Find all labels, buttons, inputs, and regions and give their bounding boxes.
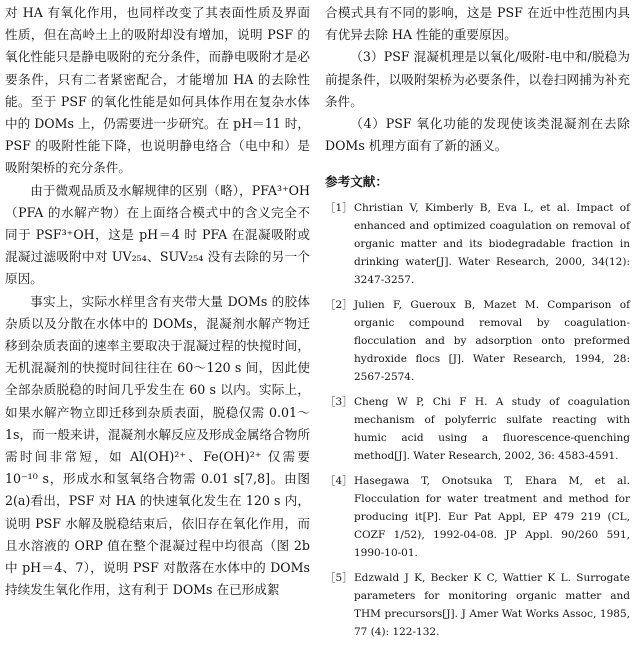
reference-text: Cheng W P, Chi F H. A study of coagulation mechanism of polyferric sulfate reacting with humic acid using a fluorescence-quenching method[J]. Water Research, 2002, 36: 4583-4591. — [354, 396, 630, 463]
reference-number: ［3］ — [325, 396, 353, 409]
reference-item — [325, 569, 630, 641]
reference-number: ［1］ — [325, 202, 353, 215]
reference-item — [325, 296, 630, 386]
reference-text: Edzwald J K, Becker K C, Wattier K L. Surrogate parameters for monitoring organic matter and THM precursors[J]. J Amer Wat Works Assoc, 1985, 77 (4): 122-132. — [354, 572, 630, 639]
reference-item — [325, 472, 630, 562]
left-column — [5, 2, 310, 601]
reference-text: Christian V, Kimberly B, Eva L, et al. Impact of enhanced and optimized coagulation on removal of organic matter and its biodegradable fraction in drinking water[J]. Water Research, 2000, 34(12): 3247-3257. — [354, 202, 630, 287]
conclusion-item: （4）PSF 氧化功能的发现使该类混凝剂在去除 DOMs 机理方面有了新的涵义。 — [325, 116, 630, 154]
conclusion-item: （3）PSF 混凝机理是以氧化/吸附-电中和/脱稳为前提条件，以吸附架桥为必要条件，以卷扫网捕为补充条件。 — [325, 49, 630, 109]
reference-number: ［4］ — [325, 475, 353, 488]
reference-number: ［5］ — [325, 572, 353, 585]
body-paragraph: 事实上，实际水样里含有夹带大量 DOMs 的胶体杂质以及分散在水体中的 DOMs，混凝剂水解产物迁移到杂质表面的速率主要取决于混凝过程的快搅时间，无机混凝剂的快搅时间往往在 60～120 s 间，因此使全部杂质脱稳的时间几乎发生在 60 s 以内。实际上，如果水解产物立即迁移到杂质表面，脱稳仅需 0.01～1s，而一般来讲，混凝剂水解反应及形成金属络合物所需时间非常短，如 Al(OH)²⁺、Fe(OH)²⁺ 仅需要 10⁻¹⁰ s，形成水和氢氧络合物需 0.01 s[7,8]。由图 2(a)看出，PSF 对 HA 的快速氧化发生在 120 s 内，说明 PSF 水解及脱稳结束后，依旧存在氧化作用，而且水溶液的 ORP 值在整个混凝过程中均很高（图 2b 中 pH＝4、7），说明 PSF 对散落在水体中的 DOMs 持续发生氧化作用，这有利于 DOMs 在已形成絮 — [5, 293, 310, 598]
reference-item — [325, 393, 630, 465]
reference-text: Hasegawa T, Onotsuka T, Ehara M, et al. Flocculation for water treatment and method for producing it[P]. Eur Pat Appl, EP 479 219 (CL, COZF 1/52), 1992-04-08. JP Appl. 90/260 591, 1990-10-01. — [354, 475, 630, 560]
references-heading: 参考文献： — [325, 174, 388, 190]
right-column — [325, 2, 630, 648]
references-list — [325, 199, 630, 641]
body-paragraph: 对 HA 有氧化作用，也同样改变了其表面性质及界面性质，但在高岭土上的吸附却没有增加，说明 PSF 的氧化性能只是静电吸附的充分条件，而静电吸附才是必要条件，只有二者紧密配合，才能增加 HA 的去除性能。至于 PSF 的氧化性能是如何具体作用在复杂水体中的 DOMs 上，仍需要进一步研究。在 pH＝11 时，PSF 的吸附性能下降，也说明静电络合（电中和）是吸附架桥的充分条件。 — [5, 5, 310, 176]
reference-text: Julien F, Gueroux B, Mazet M. Comparison of organic compound removal by coagulation-flocculation and by adsorption onto preformed hydroxide flocs [J]. Water Research, 1994, 28: 2567-2574. — [354, 299, 630, 384]
body-paragraph: 合模式具有不同的影响，这是 PSF 在近中性范围内具有优异去除 HA 性能的重要原因。 — [325, 5, 630, 43]
body-paragraph: 由于微观品质及水解规律的区别（略），PFA³⁺OH（PFA 的水解产物）在上面络合模式中的含义完全不同于 PSF³⁺OH，这是 pH＝4 时 PFA 在混凝吸附或混凝过滤吸附中对 UV₂₅₄、SUV₂₅₄ 没有去除的另一个原因。 — [5, 182, 310, 287]
reference-number: ［2］ — [325, 299, 353, 312]
reference-item — [325, 199, 630, 289]
